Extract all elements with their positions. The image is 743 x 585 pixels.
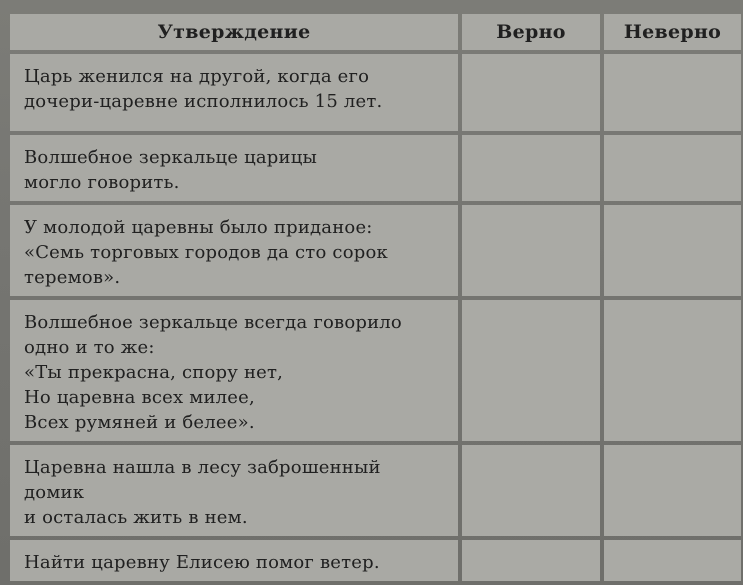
true-answer-cell[interactable] <box>462 540 600 581</box>
true-answer-cell[interactable] <box>462 205 600 296</box>
table-row <box>10 135 741 201</box>
true-answer-cell[interactable] <box>462 135 600 201</box>
table-row <box>10 54 741 131</box>
header-false: Неверно <box>604 14 741 50</box>
header-true: Верно <box>462 14 600 50</box>
statement-cell: Царь женился на другой, когда его дочери-царевне исполнилось 15 лет. <box>10 54 458 131</box>
statement-cell: Волшебное зеркальце всегда говорило одно и то же: «Ты прекрасна, спору нет, Но царевна всех милее, Всех румяней и белее». <box>10 300 458 441</box>
false-answer-cell[interactable] <box>604 54 741 131</box>
statement-cell: У молодой царевны было приданое: «Семь торговых городов да сто сорок теремов». <box>10 205 458 296</box>
statement-cell: Найти царевну Елисею помог ветер. <box>10 540 458 581</box>
true-answer-cell[interactable] <box>462 445 600 536</box>
false-answer-cell[interactable] <box>604 205 741 296</box>
table-row <box>10 540 741 581</box>
true-false-table <box>6 10 743 585</box>
true-answer-cell[interactable] <box>462 54 600 131</box>
header-row <box>10 14 741 50</box>
false-answer-cell[interactable] <box>604 540 741 581</box>
table-row <box>10 205 741 296</box>
false-answer-cell[interactable] <box>604 300 741 441</box>
false-answer-cell[interactable] <box>604 445 741 536</box>
statement-cell: Царевна нашла в лесу заброшенный домик и осталась жить в нем. <box>10 445 458 536</box>
table-row <box>10 445 741 536</box>
header-statement: Утверждение <box>10 14 458 50</box>
table-row <box>10 300 741 441</box>
statement-cell: Волшебное зеркальце царицы могло говорить. <box>10 135 458 201</box>
false-answer-cell[interactable] <box>604 135 741 201</box>
true-answer-cell[interactable] <box>462 300 600 441</box>
